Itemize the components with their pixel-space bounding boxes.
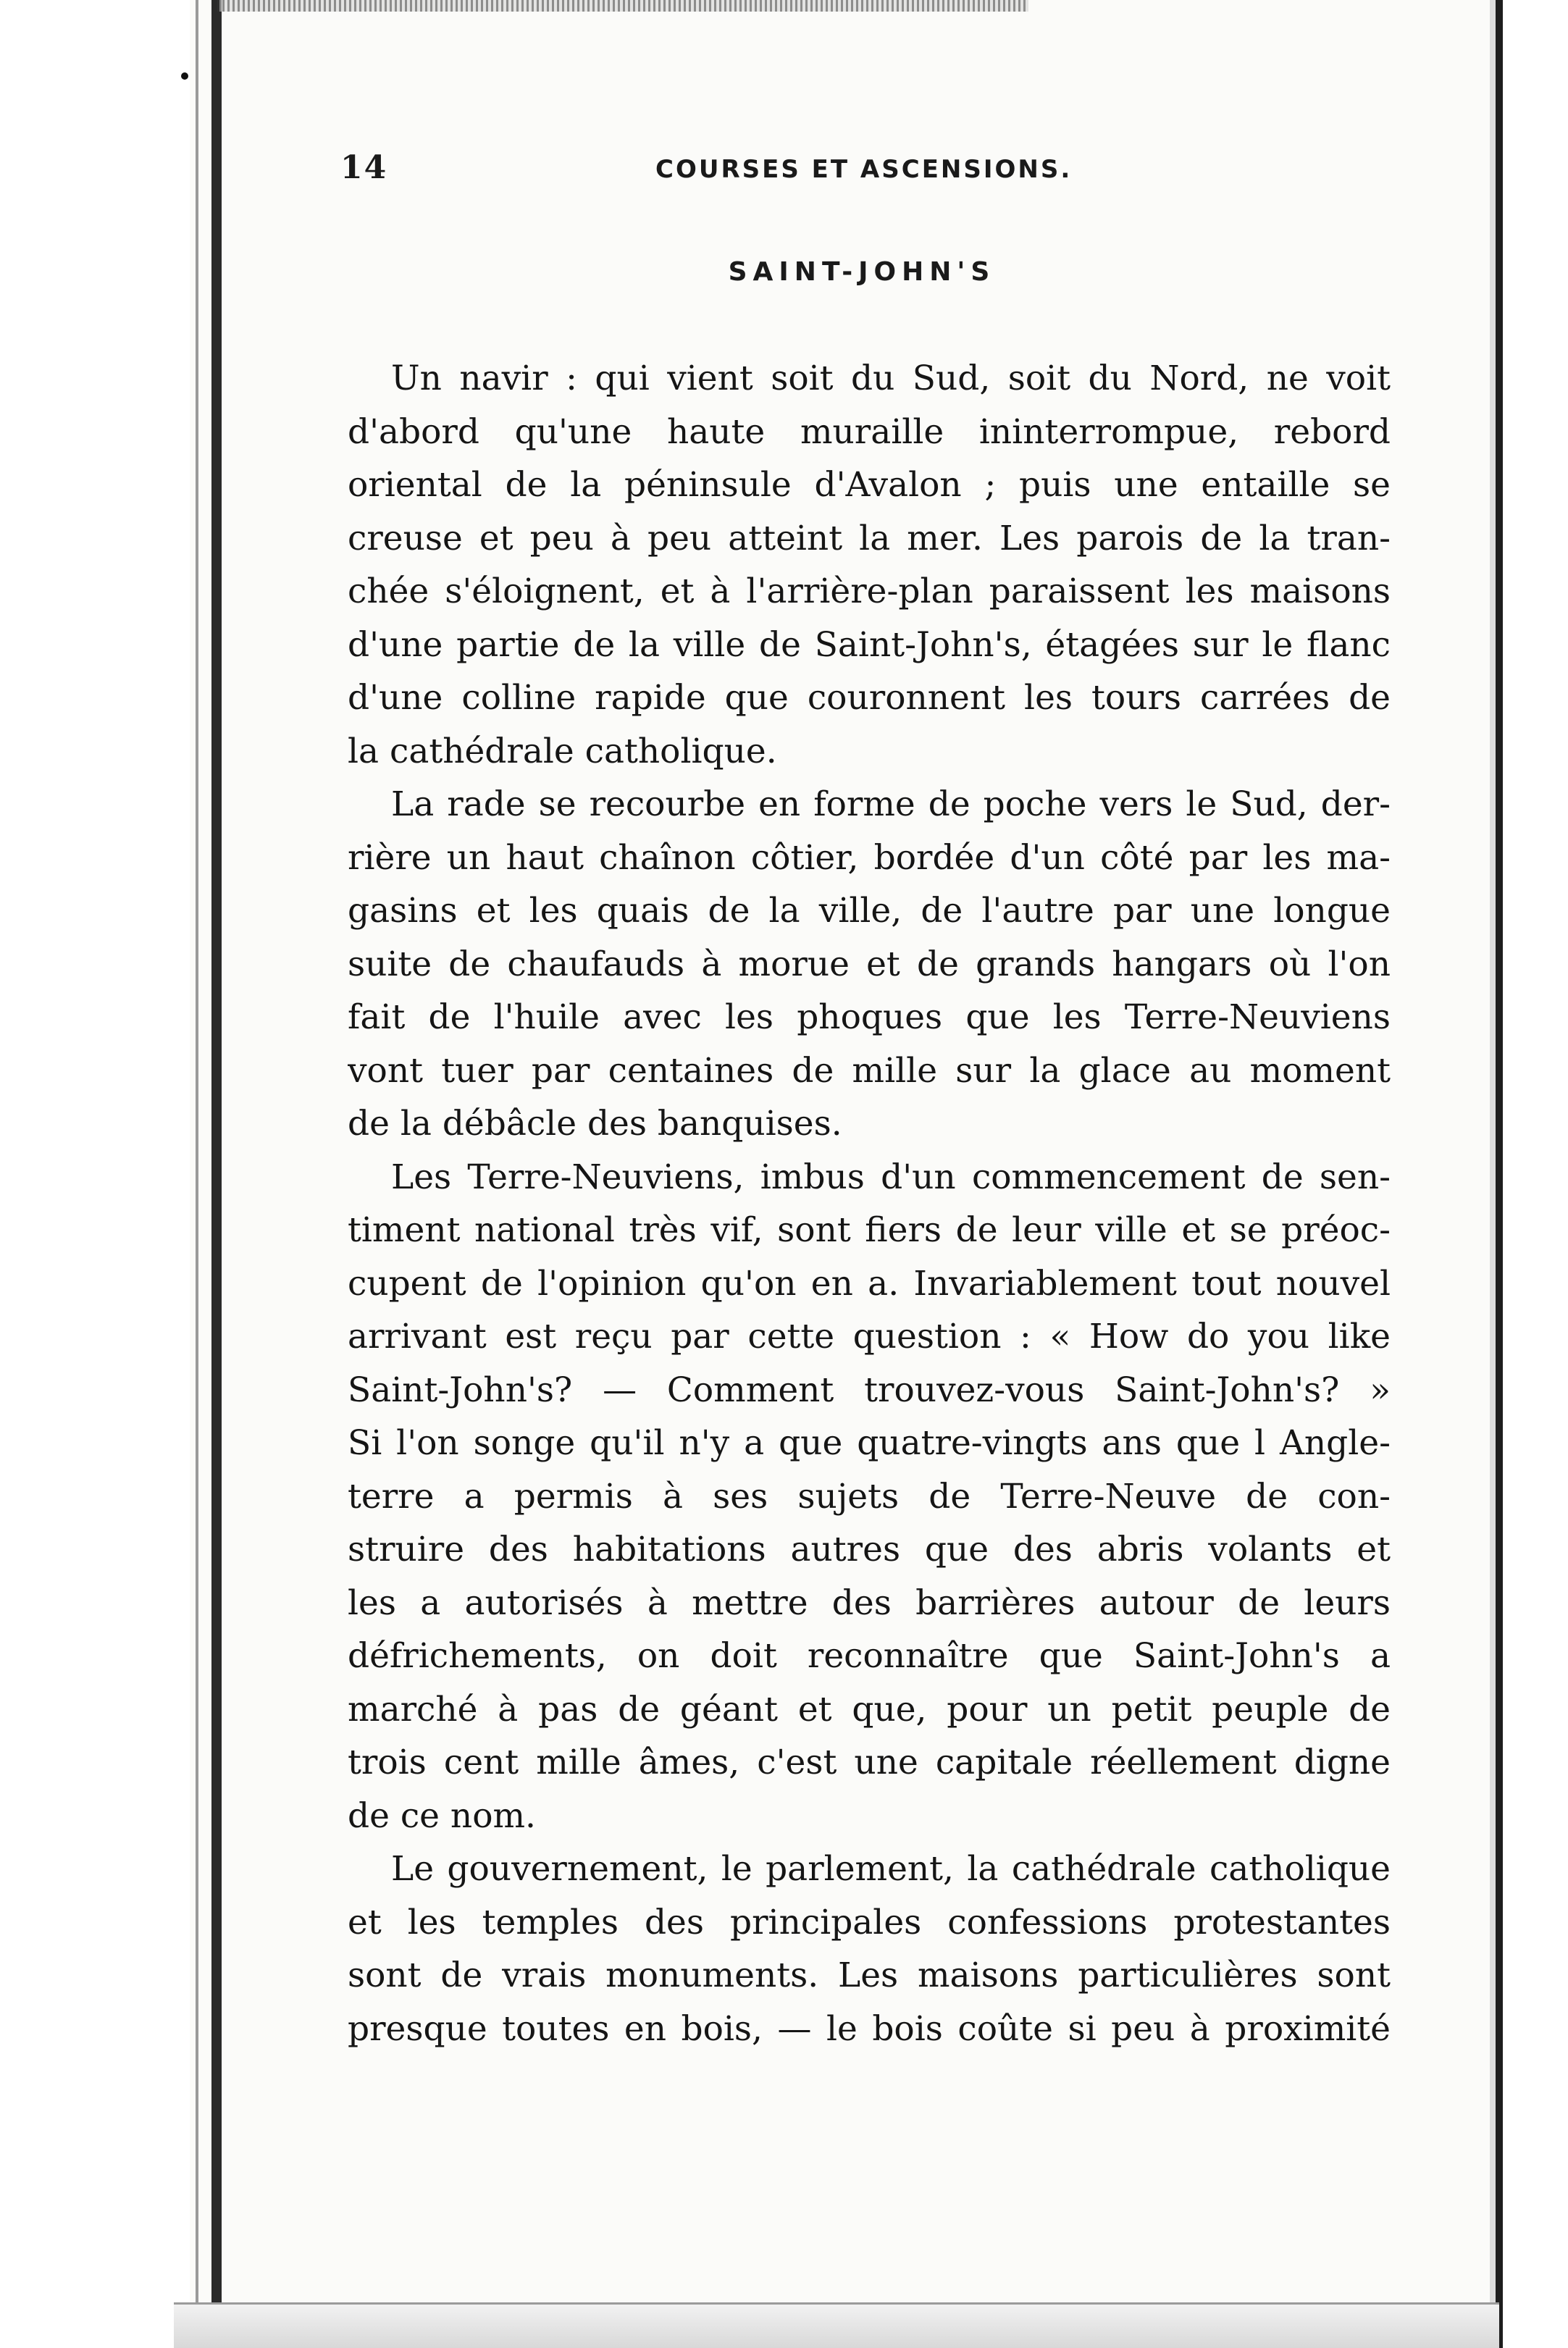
text-line: gasins et les quais de la ville, de l'autre par une longue	[348, 891, 1391, 931]
running-title: COURSES ET ASCENSIONS.	[655, 155, 1073, 184]
text-line: La rade se recourbe en forme de poche vers le Sud, der-	[391, 784, 1391, 824]
scan-bottom-edge	[174, 2302, 1499, 2348]
text-line: terre a permis à ses sujets de Terre-Neuve de con-	[348, 1476, 1391, 1517]
page-number: 14	[340, 149, 388, 186]
page-header	[340, 149, 1492, 193]
text-line: et les temples des principales confessions protestantes	[348, 1902, 1391, 1942]
scan-speck	[181, 72, 188, 80]
text-line: timent national très vif, sont fiers de leur ville et se préoc-	[348, 1210, 1391, 1250]
text-line: trois cent mille âmes, c'est une capitale réellement digne	[348, 1743, 1391, 1782]
text-line: arrivant est reçu par cette question : « How do you like	[348, 1317, 1391, 1357]
text-line: suite de chaufauds à morue et de grands hangars où l'on	[348, 944, 1391, 984]
text-line: oriental de la péninsule d'Avalon ; puis une entaille se	[348, 465, 1391, 505]
text-line: de la débâcle des banquises.	[348, 1104, 842, 1144]
text-line: creuse et peu à peu atteint la mer. Les parois de la tran-	[348, 518, 1391, 558]
text-line: chée s'éloignent, et à l'arrière-plan paraissent les maisons	[348, 571, 1391, 611]
text-line: sont de vrais monuments. Les maisons particulières sont	[348, 1955, 1391, 1995]
text-line: d'une partie de la ville de Saint-John's, étagées sur le flanc	[348, 624, 1391, 665]
text-line: Si l'on songe qu'il n'y a que quatre-vingts ans que l Angle-	[348, 1423, 1391, 1463]
paragraph	[348, 1151, 1391, 1843]
text-line: d'une colline rapide que couronnent les tours carrées de	[348, 678, 1391, 718]
paragraph	[348, 352, 1391, 778]
paragraph	[348, 778, 1391, 1151]
text-line: rière un haut chaînon côtier, bordée d'un côté par les ma-	[348, 837, 1391, 878]
page-margin-left	[0, 0, 190, 2348]
binding-edge	[211, 0, 222, 2348]
text-line: presque toutes en bois, — le bois coûte si peu à proximité	[348, 2008, 1391, 2049]
text-line: cupent de l'opinion qu'on en a. Invariablement tout nouvel	[348, 1263, 1391, 1304]
text-line: vont tuer par centaines de mille sur la glace au moment	[348, 1050, 1391, 1091]
text-line: défrichements, on doit reconnaître que Saint-John's a	[348, 1636, 1391, 1676]
text-line: struire des habitations autres que des abris volants et	[348, 1530, 1391, 1569]
scan-top-noise	[217, 0, 1028, 12]
text-line: Saint-John's? — Comment trouvez-vous Saint-John's? »	[348, 1370, 1391, 1410]
scan-right-edge	[1496, 0, 1568, 2348]
scan-right-shadow	[1490, 0, 1496, 2348]
text-line: Le gouvernement, le parlement, la cathédrale catholique	[391, 1849, 1391, 1889]
section-title: SAINT-JOHN'S	[728, 257, 996, 287]
text-line: marché à pas de géant et que, pour un petit peuple de	[348, 1689, 1391, 1729]
body-text	[348, 352, 1391, 2055]
paragraph	[348, 1842, 1391, 2055]
text-line: Un navir : qui vient soit du Sud, soit du Nord, ne voit	[391, 359, 1391, 398]
text-line: d'abord qu'une haute muraille ininterrompue, rebord	[348, 411, 1391, 452]
text-line: fait de l'huile avec les phoques que les Terre-Neuviens	[348, 997, 1391, 1037]
binding-shadow	[196, 0, 198, 2348]
text-line: les a autorisés à mettre des barrières autour de leurs	[348, 1582, 1391, 1623]
text-line: la cathédrale catholique.	[348, 731, 777, 771]
text-line: de ce nom.	[348, 1795, 536, 1836]
text-line: Les Terre-Neuviens, imbus d'un commencement de sen-	[391, 1157, 1391, 1197]
